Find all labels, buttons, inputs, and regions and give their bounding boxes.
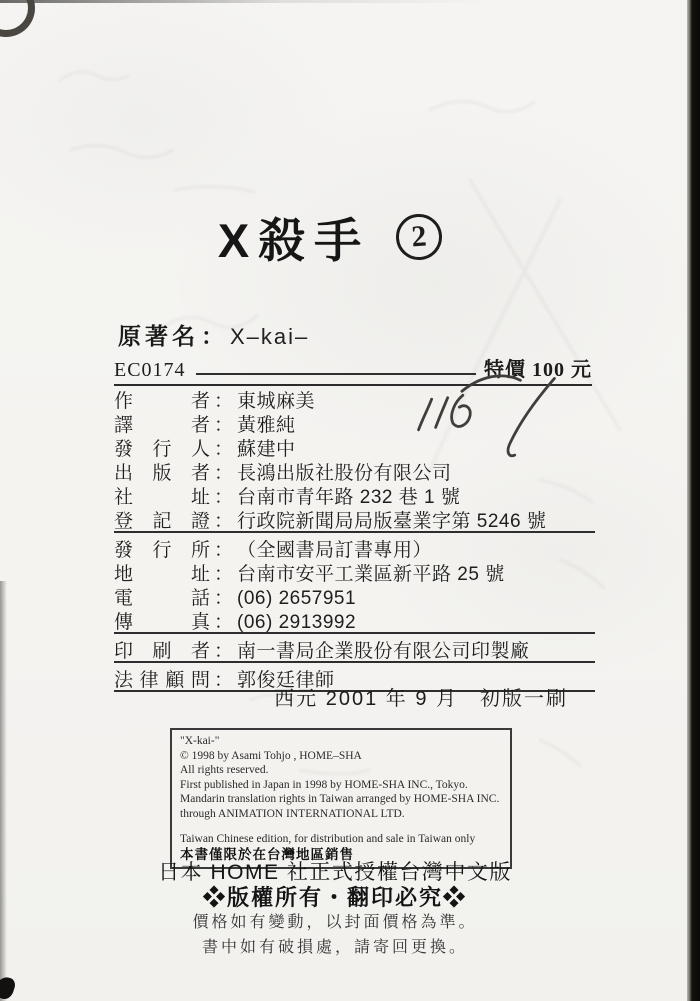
- info-row-translator: [114, 410, 592, 434]
- info-value: 台南市安平工業區新平路 25 號: [237, 564, 505, 585]
- info-value: 台南市青年路 232 巷 1 號: [237, 487, 461, 508]
- diamond-icon: ❖: [443, 885, 468, 910]
- copyright-blank-line: [180, 821, 502, 832]
- colon-separator: ：: [214, 641, 234, 662]
- info-value: 南一書局企業股份有限公司印製廠: [237, 641, 530, 662]
- damaged-copy-note: 書中如有破損處，請寄回更換。: [201, 939, 468, 956]
- info-label: 地址: [114, 564, 210, 585]
- info-label: 印刷者: [114, 641, 210, 662]
- info-value: 行政院新聞局局版臺業字第 5246 號: [237, 511, 547, 532]
- colon-separator: ：: [214, 415, 234, 436]
- info-value: 郭俊廷律師: [237, 670, 335, 691]
- info-row-author: [114, 386, 592, 410]
- copyright-line: through ANIMATION INTERNATIONAL LTD.: [180, 807, 405, 820]
- info-value: 東城麻美: [237, 391, 316, 412]
- original-title-label: 原著名: [118, 323, 199, 349]
- colon-separator: ：: [214, 511, 234, 532]
- colon-separator: ：: [214, 670, 234, 691]
- rights-reserved-text: 版權所有・翻印必究: [226, 885, 443, 910]
- info-label: 法律顧問: [114, 670, 210, 691]
- volume-number-circled: 2: [395, 212, 444, 261]
- book-spine-edge: [687, 0, 700, 1001]
- info-row-registration: [114, 506, 592, 530]
- colon-separator: ：: [214, 564, 234, 585]
- info-value: (06) 2657951: [237, 588, 357, 609]
- book-title-row: [30, 205, 630, 269]
- taiwan-sales-restriction-line: 本書僅限於在台灣地區銷售: [180, 846, 354, 862]
- catalog-code: EC0174: [114, 359, 186, 381]
- info-label: 發行人: [114, 439, 210, 460]
- info-row-address2: [114, 559, 592, 583]
- copyright-line: Mandarin translation rights in Taiwan arranged by HOME-SHA INC.: [180, 793, 500, 805]
- colon-separator: ：: [214, 439, 234, 460]
- publication-info-table: [114, 386, 592, 694]
- info-label: 電話: [114, 588, 210, 609]
- colon-separator: ：: [214, 463, 234, 484]
- rights-reserved-line: [30, 881, 640, 912]
- info-row-distributor: [114, 535, 592, 559]
- info-value: (06) 2913992: [237, 612, 357, 633]
- copyright-notice-box: [170, 728, 512, 869]
- license-statement-line: 日本 HOME 社正式授權台灣中文版: [158, 861, 512, 884]
- info-label: 作者: [114, 391, 210, 412]
- diamond-icon: ❖: [202, 885, 227, 910]
- copyright-line: "X-kai-": [180, 735, 220, 747]
- copyright-line: All rights reserved.: [180, 764, 269, 776]
- scan-edge-left: [0, 581, 7, 1001]
- info-label: 傳真: [114, 612, 210, 633]
- original-title-value: X–kai–: [230, 324, 310, 349]
- info-label: 出版者: [114, 463, 210, 484]
- scan-edge-top: [0, 0, 700, 3]
- info-row-printer: [114, 636, 592, 660]
- info-value: 黃雅純: [237, 415, 296, 436]
- info-row-publisher: [114, 458, 592, 482]
- copyright-line: First published in Japan in 1998 by HOME-SHA INC., Tokyo.: [180, 778, 468, 791]
- colon-separator: ：: [214, 540, 234, 561]
- info-label: 發行所: [114, 540, 210, 561]
- colon-separator: ：: [214, 588, 234, 609]
- book-title: X殺手: [217, 213, 371, 267]
- price-change-note: 價格如有變動，以封面價格為準。: [192, 914, 478, 931]
- colon-separator: ：: [214, 391, 234, 412]
- info-value: （全國書局訂書專用）: [237, 540, 433, 561]
- info-value: 蘇建中: [237, 439, 296, 460]
- info-label: 社址: [114, 487, 210, 508]
- copyright-line: Taiwan Chinese edition, for distribution and sale in Taiwan only: [180, 833, 476, 845]
- info-row-publisher-person: [114, 434, 592, 458]
- colon-separator: ：: [201, 323, 224, 349]
- info-label: 登記證: [114, 511, 210, 532]
- copyright-line: © 1998 by Asami Tohjo , HOME–SHA: [180, 749, 362, 762]
- info-row-address: [114, 482, 592, 506]
- info-label: 譯者: [114, 415, 210, 436]
- info-row-fax: [114, 607, 592, 631]
- price-label: 特價 100 元: [484, 359, 592, 381]
- edition-date-line: 西元 2001 年 9 月 初版一刷: [274, 688, 568, 710]
- info-row-phone: [114, 583, 592, 607]
- colon-separator: ：: [214, 487, 234, 508]
- info-value: 長鴻出版社股份有限公司: [237, 463, 452, 484]
- colon-separator: ：: [214, 612, 234, 633]
